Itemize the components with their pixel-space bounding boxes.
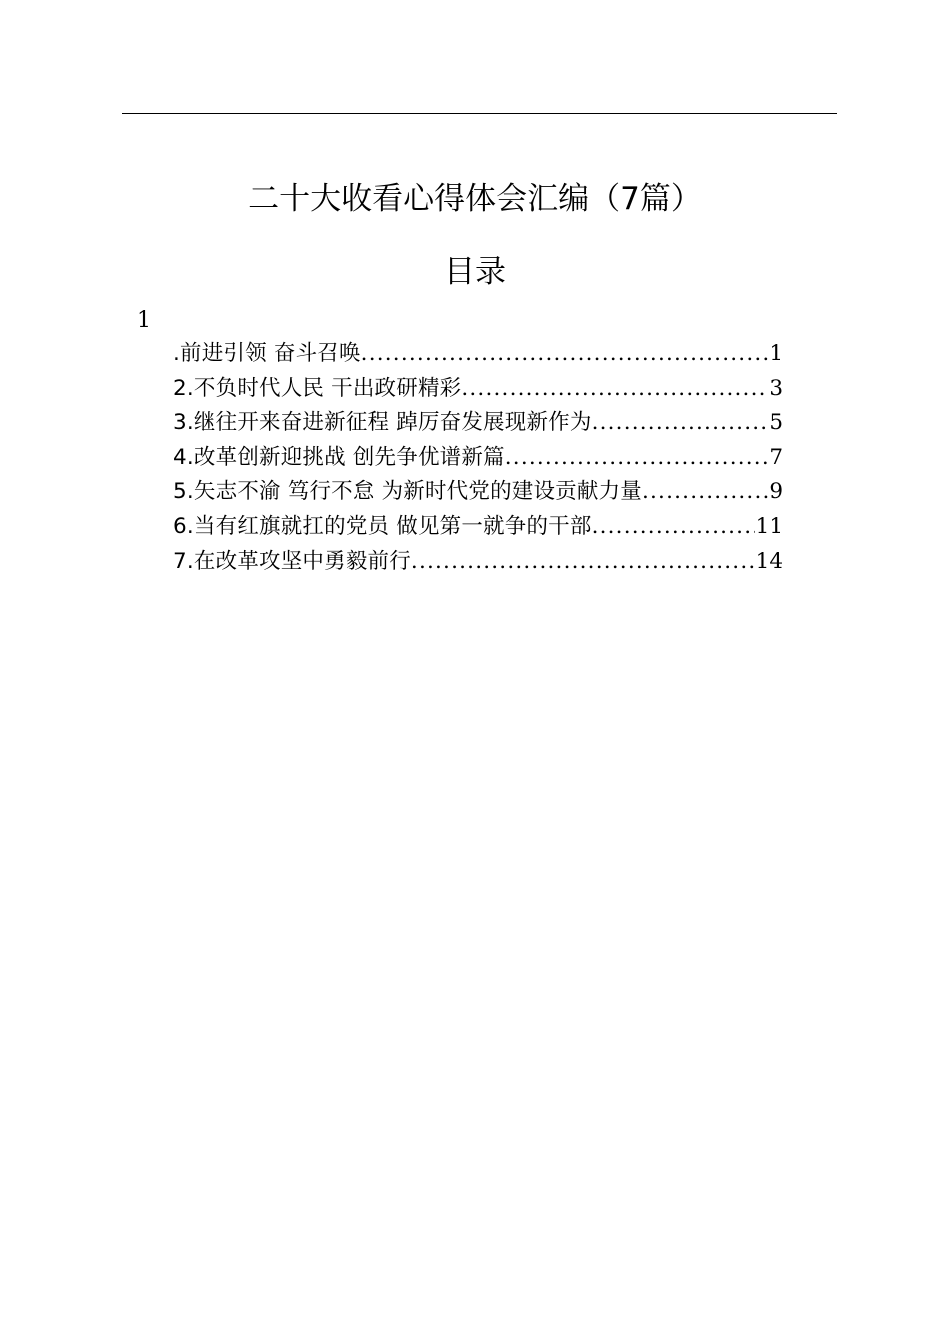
toc-dot-leader <box>411 545 755 580</box>
toc-entry-label: 7.在改革攻坚中勇毅前行 <box>173 548 411 574</box>
toc-page-number: 1 <box>769 341 783 366</box>
toc-dot-leader <box>592 510 755 545</box>
document-title: 二十大收看心得体会汇编（7篇） <box>248 181 702 217</box>
header-rule <box>122 113 837 114</box>
toc-entry-4[interactable] <box>173 441 783 476</box>
toc-entry-7[interactable] <box>173 545 783 580</box>
toc-entry-label: 3.继往开来奋进新征程 踔厉奋发展现新作为 <box>173 410 592 436</box>
toc-page-number: 7 <box>769 444 783 470</box>
toc-entry-label: 5.矢志不渝 笃行不怠 为新时代党的建设贡献力量 <box>173 479 642 505</box>
toc-heading: 目录 <box>444 254 506 290</box>
toc-entry-5[interactable] <box>173 475 783 510</box>
toc-page-number: 9 <box>769 479 783 505</box>
toc-dot-leader <box>461 372 768 407</box>
toc-dot-leader <box>642 475 768 510</box>
toc-page-number: 5 <box>769 410 783 436</box>
table-of-contents <box>173 337 783 579</box>
toc-page-number: 11 <box>755 513 783 539</box>
toc-entry-2[interactable] <box>173 372 783 407</box>
toc-page-number: 14 <box>755 548 783 574</box>
toc-page-number: 3 <box>769 375 783 401</box>
toc-entry-label: 2.不负时代人民 干出政研精彩 <box>173 375 462 401</box>
toc-entry-3[interactable] <box>173 406 783 441</box>
toc-entry-label: 6.当有红旗就扛的党员 做见第一就争的干部 <box>173 513 592 539</box>
toc-dot-leader <box>592 406 769 441</box>
toc-dot-leader <box>505 441 769 476</box>
toc-entry-label: 4.改革创新迎挑战 创先争优谱新篇 <box>173 444 505 470</box>
toc-orphan-number: 1 <box>137 308 151 333</box>
toc-entry-label: .前进引领 奋斗召唤 <box>173 341 361 366</box>
toc-dot-leader <box>361 337 769 372</box>
toc-entry-1[interactable] <box>173 337 783 372</box>
toc-entry-6[interactable] <box>173 510 783 545</box>
